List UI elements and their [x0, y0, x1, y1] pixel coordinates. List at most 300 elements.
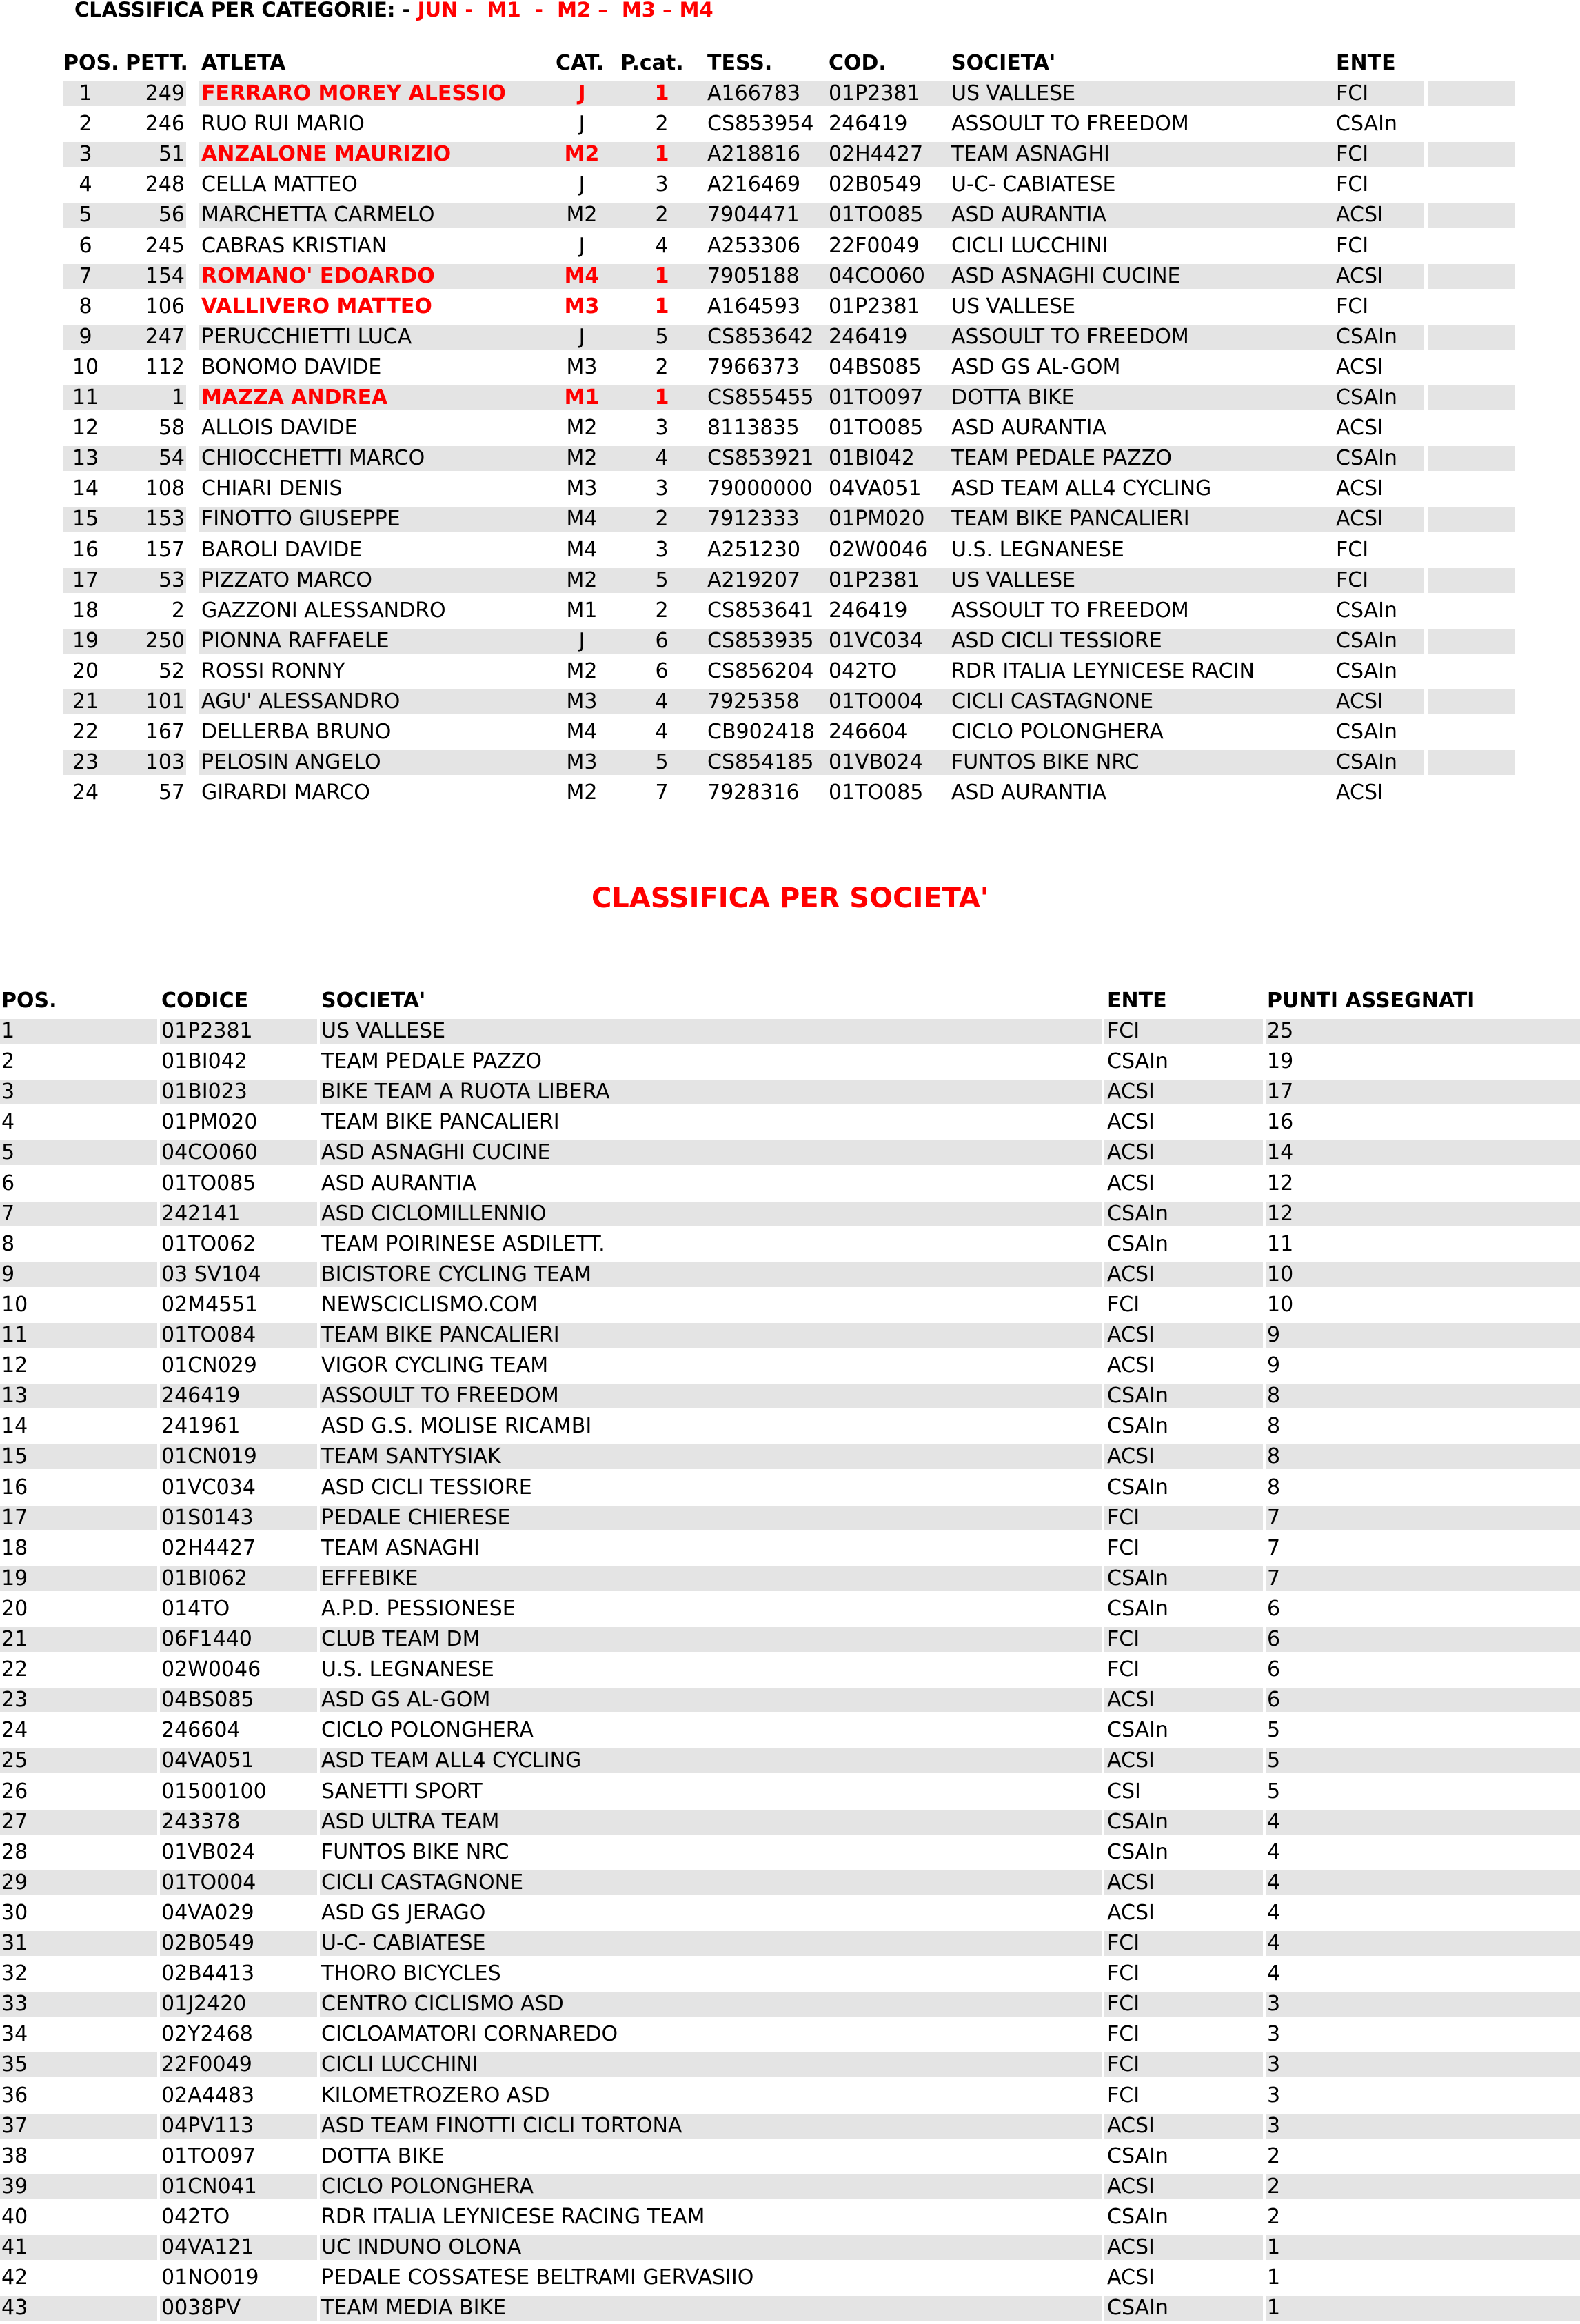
club-row	[0, 1624, 1580, 1655]
athlete-cell-pett: 1	[171, 385, 185, 410]
club-cell-pos: 15	[1, 1444, 28, 1469]
row-band	[1428, 446, 1515, 471]
athlete-cell-cat: M3	[566, 476, 598, 501]
athlete-cell-tess: 7904471	[707, 203, 800, 228]
athlete-cell-societa: CICLI LUCCHINI	[951, 233, 1108, 258]
athlete-cell-pcat: 2	[655, 598, 669, 623]
club-cell-punti: 6	[1267, 1596, 1281, 1621]
athlete-cell-atleta: CELLA MATTEO	[201, 172, 358, 197]
athlete-cell-pett: 56	[158, 203, 185, 228]
athlete-cell-societa: ASSOULT TO FREEDOM	[951, 112, 1189, 137]
athlete-cell-pcat: 3	[655, 416, 669, 441]
club-cell-ente: CSAIn	[1107, 1809, 1168, 1834]
club-cell-codice: 01J2420	[161, 1992, 247, 2017]
athlete-cell-pcat: 4	[655, 446, 669, 471]
club-cell-punti: 1	[1267, 2265, 1281, 2290]
club-cell-pos: 23	[1, 1688, 28, 1712]
club-cell-punti: 2	[1267, 2143, 1281, 2168]
athlete-cell-pcat: 1	[654, 294, 669, 319]
club-cell-codice: 04CO060	[161, 1140, 258, 1165]
club-cell-pos: 41	[1, 2235, 28, 2259]
club-cell-punti: 12	[1267, 1171, 1294, 1195]
athlete-cell-tess: 7905188	[707, 263, 800, 288]
athlete-cell-ente: CSAIn	[1336, 385, 1397, 410]
club-cell-pos: 31	[1, 1931, 28, 1955]
athlete-cell-pett: 249	[145, 81, 185, 105]
club-cell-codice: 01NO019	[161, 2265, 259, 2290]
athlete-cell-pett: 2	[171, 598, 185, 623]
athlete-cell-cat: J	[578, 172, 585, 197]
athlete-cell-ente: ACSI	[1336, 203, 1384, 228]
athlete-cell-atleta: PELOSIN ANGELO	[201, 750, 381, 775]
athlete-cell-pos: 13	[72, 446, 99, 471]
section-title: CLASSIFICA PER SOCIETA'	[591, 882, 989, 914]
athlete-cell-atleta: PIONNA RAFFAELE	[201, 628, 389, 653]
club-cell-codice: 01P2381	[161, 1019, 253, 1043]
athlete-row	[0, 261, 1580, 292]
club-row	[0, 1199, 1580, 1229]
club-cell-ente: ACSI	[1107, 2174, 1155, 2199]
athlete-row	[0, 656, 1580, 687]
club-cell-codice: 01CN041	[161, 2174, 257, 2199]
athlete-cell-tess: 7912333	[707, 507, 800, 532]
athlete-cell-pos: 6	[79, 233, 92, 258]
club-row	[0, 1138, 1580, 1168]
athlete-cell-cat: M3	[566, 750, 598, 775]
athlete-cell-ente: ACSI	[1336, 354, 1384, 379]
club-row	[0, 1959, 1580, 1989]
athlete-cell-cod: 246419	[829, 112, 908, 137]
club-cell-pos: 29	[1, 1870, 28, 1894]
club-cell-codice: 014TO	[161, 1596, 230, 1621]
club-cell-codice: 01TO085	[161, 1171, 256, 1195]
club-cell-pos: 24	[1, 1718, 28, 1743]
club-cell-societa: NEWSCICLISMO.COM	[321, 1292, 538, 1317]
club-row	[0, 1807, 1580, 1837]
athlete-cell-pos: 17	[72, 567, 99, 592]
club-cell-ente: ACSI	[1107, 1870, 1155, 1894]
club-cell-punti: 17	[1267, 1080, 1294, 1104]
club-cell-codice: 04VA051	[161, 1748, 254, 1773]
club-cell-codice: 01VC034	[161, 1475, 256, 1499]
athlete-cell-societa: US VALLESE	[951, 567, 1076, 592]
club-cell-ente: CSAIn	[1107, 2204, 1168, 2229]
club-cell-punti: 6	[1267, 1627, 1281, 1651]
club-cell-ente: ACSI	[1107, 1748, 1155, 1773]
athlete-cell-atleta: MARCHETTA CARMELO	[201, 203, 435, 228]
club-cell-codice: 042TO	[161, 2204, 230, 2229]
club-row	[0, 1655, 1580, 1685]
athlete-cell-ente: ACSI	[1336, 263, 1384, 288]
athletes-header-cat: CAT.	[556, 51, 605, 75]
club-row	[0, 1320, 1580, 1351]
club-cell-codice: 02B4413	[161, 1961, 255, 1986]
athlete-cell-pett: 247	[145, 324, 185, 349]
athlete-cell-cod: 04CO060	[829, 263, 925, 288]
club-cell-punti: 10	[1267, 1262, 1294, 1286]
athlete-cell-tess: 7928316	[707, 780, 800, 805]
row-band	[1428, 203, 1515, 228]
athlete-cell-cod: 01TO085	[829, 780, 924, 805]
club-cell-ente: FCI	[1107, 1505, 1140, 1530]
athlete-cell-cat: M2	[564, 142, 600, 167]
athlete-cell-atleta: ANZALONE MAURIZIO	[201, 142, 452, 167]
athlete-cell-ente: CSAIn	[1336, 446, 1397, 471]
club-cell-punti: 5	[1267, 1748, 1281, 1773]
athlete-cell-pos: 15	[72, 507, 99, 532]
athlete-row	[0, 292, 1580, 322]
athlete-cell-societa: US VALLESE	[951, 294, 1076, 319]
athlete-row	[0, 139, 1580, 170]
club-cell-codice: 01BI042	[161, 1049, 247, 1074]
club-cell-punti: 3	[1267, 2022, 1281, 2047]
athlete-cell-tess: CS853641	[707, 598, 814, 623]
athlete-cell-cod: 02H4427	[829, 142, 924, 167]
athlete-cell-pett: 167	[145, 720, 185, 745]
athlete-cell-tess: A218816	[707, 142, 801, 167]
club-cell-ente: FCI	[1107, 1627, 1140, 1651]
athletes-header-atleta: ATLETA	[201, 51, 286, 75]
club-cell-ente: CSAIn	[1107, 1475, 1168, 1499]
athlete-cell-societa: CICLI CASTAGNONE	[951, 689, 1154, 714]
athlete-cell-societa: ASD ASNAGHI CUCINE	[951, 263, 1181, 288]
club-cell-societa: ASD GS AL-GOM	[321, 1688, 491, 1712]
athlete-cell-pcat: 2	[655, 354, 669, 379]
club-cell-codice: 02Y2468	[161, 2022, 253, 2047]
athlete-cell-societa: DOTTA BIKE	[951, 385, 1075, 410]
athlete-cell-pett: 57	[158, 780, 185, 805]
club-cell-pos: 16	[1, 1475, 28, 1499]
athlete-cell-societa: ASD AURANTIA	[951, 203, 1106, 228]
club-cell-pos: 11	[1, 1323, 28, 1347]
athlete-cell-tess: CS853954	[707, 112, 814, 137]
athlete-cell-pos: 7	[79, 263, 92, 288]
athlete-row	[0, 778, 1580, 808]
club-cell-societa: ASD AURANTIA	[321, 1171, 476, 1195]
athlete-cell-pos: 18	[72, 598, 99, 623]
athlete-cell-atleta: VALLIVERO MATTEO	[201, 294, 432, 319]
club-cell-societa: KILOMETROZERO ASD	[321, 2083, 550, 2108]
athlete-cell-tess: CS855455	[707, 385, 814, 410]
club-cell-codice: 01TO062	[161, 1231, 256, 1256]
athletes-header-societa: SOCIETA'	[951, 51, 1056, 75]
athlete-cell-atleta: BAROLI DAVIDE	[201, 537, 363, 562]
athlete-cell-atleta: ALLOIS DAVIDE	[201, 416, 358, 441]
club-row	[0, 2081, 1580, 2111]
club-cell-societa: U-C- CABIATESE	[321, 1931, 486, 1955]
athlete-cell-pos: 11	[72, 385, 99, 410]
athlete-row	[0, 413, 1580, 443]
club-cell-societa: TEAM ASNAGHI	[321, 1535, 480, 1560]
club-cell-societa: PEDALE COSSATESE BELTRAMI GERVASIIO	[321, 2265, 754, 2290]
club-cell-ente: FCI	[1107, 1292, 1140, 1317]
club-cell-codice: 01S0143	[161, 1505, 254, 1530]
club-cell-codice: 02A4483	[161, 2083, 255, 2108]
club-cell-societa: ASD TEAM FINOTTI CICLI TORTONA	[321, 2113, 682, 2138]
athlete-cell-pos: 20	[72, 658, 99, 683]
athlete-cell-societa: TEAM PEDALE PAZZO	[951, 446, 1172, 471]
club-cell-codice: 02W0046	[161, 1657, 261, 1682]
club-row	[0, 1473, 1580, 1503]
club-cell-societa: U.S. LEGNANESE	[321, 1657, 494, 1682]
athlete-cell-pos: 24	[72, 780, 99, 805]
club-row	[0, 1746, 1580, 1776]
club-cell-pos: 4	[1, 1110, 15, 1135]
club-cell-codice: 01PM020	[161, 1110, 258, 1135]
athlete-cell-cod: 246419	[829, 598, 908, 623]
athlete-cell-societa: CICLO POLONGHERA	[951, 720, 1164, 745]
club-cell-punti: 16	[1267, 1110, 1294, 1135]
club-cell-pos: 22	[1, 1657, 28, 1682]
club-cell-punti: 25	[1267, 1019, 1294, 1043]
athlete-row	[0, 747, 1580, 778]
club-cell-societa: ASD ASNAGHI CUCINE	[321, 1140, 551, 1165]
athlete-cell-societa: US VALLESE	[951, 81, 1076, 105]
club-cell-codice: 04PV113	[161, 2113, 254, 2138]
athlete-row	[0, 474, 1580, 504]
club-cell-societa: CICLO POLONGHERA	[321, 2174, 534, 2199]
athlete-cell-societa: U-C- CABIATESE	[951, 172, 1116, 197]
athlete-cell-pcat: 6	[655, 628, 669, 653]
athlete-cell-atleta: BONOMO DAVIDE	[201, 354, 382, 379]
athlete-cell-tess: A251230	[707, 537, 801, 562]
club-row	[0, 1685, 1580, 1715]
athlete-cell-tess: CS853935	[707, 628, 814, 653]
athlete-cell-pos: 22	[72, 720, 99, 745]
club-row	[0, 1989, 1580, 2019]
club-cell-pos: 25	[1, 1748, 28, 1773]
club-cell-pos: 27	[1, 1809, 28, 1834]
categories-list: JUN - M1 - M2 – M3 – M4	[417, 0, 713, 21]
clubs-header-ente: ENTE	[1107, 989, 1167, 1013]
athlete-cell-cat: J	[578, 81, 586, 105]
athlete-cell-pos: 5	[79, 203, 92, 228]
club-cell-pos: 33	[1, 1992, 28, 2017]
club-cell-punti: 10	[1267, 1292, 1294, 1317]
club-cell-societa: ASD GS JERAGO	[321, 1900, 486, 1925]
athlete-cell-pos: 8	[79, 294, 92, 319]
athlete-cell-cat: M2	[566, 446, 598, 471]
club-cell-pos: 39	[1, 2174, 28, 2199]
club-cell-pos: 36	[1, 2083, 28, 2108]
club-cell-societa: TEAM BIKE PANCALIERI	[321, 1110, 560, 1135]
club-cell-punti: 7	[1267, 1505, 1281, 1530]
club-cell-codice: 01VB024	[161, 1839, 256, 1864]
club-row	[0, 1260, 1580, 1290]
club-cell-pos: 35	[1, 2052, 28, 2077]
athlete-row	[0, 231, 1580, 261]
club-cell-societa: ASD ULTRA TEAM	[321, 1809, 500, 1834]
club-row	[0, 2202, 1580, 2232]
categories-title-prefix: CLASSIFICA PER CATEGORIE: -	[74, 0, 418, 21]
athlete-cell-atleta: RUO RUI MARIO	[201, 112, 365, 137]
club-cell-punti: 12	[1267, 1201, 1294, 1226]
club-row	[0, 1229, 1580, 1260]
athlete-cell-cat: M2	[566, 203, 598, 228]
club-cell-pos: 17	[1, 1505, 28, 1530]
club-cell-ente: ACSI	[1107, 1688, 1155, 1712]
club-cell-ente: ACSI	[1107, 2113, 1155, 2138]
athletes-header-pos: POS.	[63, 51, 119, 75]
club-cell-pos: 28	[1, 1839, 28, 1864]
club-cell-pos: 43	[1, 2296, 28, 2321]
club-cell-societa: ASSOULT TO FREEDOM	[321, 1384, 559, 1408]
athlete-cell-cod: 01P2381	[829, 81, 920, 105]
club-row	[0, 2172, 1580, 2202]
club-cell-codice: 06F1440	[161, 1627, 252, 1651]
club-cell-pos: 20	[1, 1596, 28, 1621]
club-cell-punti: 5	[1267, 1779, 1281, 1803]
club-cell-codice: 04VA029	[161, 1900, 254, 1925]
athlete-cell-pett: 112	[145, 354, 185, 379]
athlete-cell-pcat: 5	[655, 324, 669, 349]
club-cell-ente: FCI	[1107, 1931, 1140, 1955]
club-cell-punti: 4	[1267, 1809, 1281, 1834]
club-cell-punti: 6	[1267, 1657, 1281, 1682]
club-cell-punti: 3	[1267, 2113, 1281, 2138]
athlete-cell-ente: CSAIn	[1336, 658, 1397, 683]
club-cell-pos: 13	[1, 1384, 28, 1408]
club-cell-punti: 14	[1267, 1140, 1294, 1165]
athlete-cell-pett: 248	[145, 172, 185, 197]
club-cell-punti: 4	[1267, 1870, 1281, 1894]
club-cell-societa: ASD CICLI TESSIORE	[321, 1475, 532, 1499]
club-cell-pos: 40	[1, 2204, 28, 2229]
athlete-cell-pcat: 2	[655, 203, 669, 228]
row-band	[1428, 325, 1515, 350]
club-cell-ente: CSAIn	[1107, 1596, 1168, 1621]
club-row	[0, 1047, 1580, 1077]
club-row	[0, 1898, 1580, 1928]
athlete-cell-atleta: ROMANO' EDOARDO	[201, 263, 435, 288]
club-cell-punti: 8	[1267, 1475, 1281, 1499]
athlete-cell-tess: 79000000	[707, 476, 813, 501]
club-cell-pos: 37	[1, 2113, 28, 2138]
athlete-cell-atleta: DELLERBA BRUNO	[201, 720, 392, 745]
athlete-cell-atleta: PIZZATO MARCO	[201, 567, 373, 592]
athlete-cell-cod: 01TO085	[829, 203, 924, 228]
athlete-cell-societa: FUNTOS BIKE NRC	[951, 750, 1140, 775]
club-row	[0, 1290, 1580, 1320]
athlete-cell-pos: 23	[72, 750, 99, 775]
club-cell-ente: ACSI	[1107, 1323, 1155, 1347]
athlete-cell-atleta: AGU' ALESSANDRO	[201, 689, 401, 714]
club-cell-pos: 1	[1, 1019, 15, 1043]
athlete-cell-pos: 10	[72, 354, 99, 379]
club-cell-ente: CSAIn	[1107, 1049, 1168, 1074]
athlete-row	[0, 535, 1580, 565]
club-cell-pos: 3	[1, 1080, 15, 1104]
athlete-cell-ente: FCI	[1336, 81, 1369, 105]
athlete-cell-cat: M3	[566, 354, 598, 379]
athlete-cell-pos: 9	[79, 324, 92, 349]
club-cell-ente: FCI	[1107, 2083, 1140, 2108]
athlete-cell-pett: 246	[145, 112, 185, 137]
athlete-cell-tess: 8113835	[707, 416, 800, 441]
club-cell-ente: CSAIn	[1107, 1718, 1168, 1743]
club-row	[0, 1107, 1580, 1138]
club-cell-punti: 4	[1267, 1839, 1281, 1864]
athlete-cell-pcat: 1	[654, 81, 669, 105]
athlete-row	[0, 717, 1580, 747]
athlete-cell-pcat: 1	[654, 385, 669, 410]
club-cell-ente: CSAIn	[1107, 1566, 1168, 1590]
athlete-cell-ente: CSAIn	[1336, 750, 1397, 775]
club-cell-codice: 01500100	[161, 1779, 267, 1803]
athlete-cell-cod: 04VA051	[829, 476, 922, 501]
club-cell-ente: FCI	[1107, 1535, 1140, 1560]
athlete-cell-societa: TEAM BIKE PANCALIERI	[951, 507, 1190, 532]
athlete-cell-cod: 01TO004	[829, 689, 924, 714]
athlete-cell-cod: 04BS085	[829, 354, 922, 379]
athlete-cell-cod: 042TO	[829, 658, 898, 683]
club-cell-societa: EFFEBIKE	[321, 1566, 418, 1590]
row-band	[1428, 142, 1515, 167]
club-row	[0, 1016, 1580, 1047]
athlete-cell-pcat: 1	[654, 142, 669, 167]
athlete-cell-ente: ACSI	[1336, 416, 1384, 441]
athlete-cell-pcat: 6	[655, 658, 669, 683]
club-row	[0, 2050, 1580, 2080]
club-cell-societa: CICLI CASTAGNONE	[321, 1870, 524, 1894]
athlete-cell-pos: 1	[79, 81, 92, 105]
row-band	[1428, 81, 1515, 106]
club-cell-punti: 2	[1267, 2174, 1281, 2199]
athlete-cell-ente: FCI	[1336, 142, 1369, 167]
athlete-cell-cod: 01TO097	[829, 385, 924, 410]
club-cell-societa: TEAM SANTYSIAK	[321, 1444, 501, 1469]
club-cell-ente: CSAIn	[1107, 1414, 1168, 1439]
athlete-cell-societa: ASSOULT TO FREEDOM	[951, 598, 1189, 623]
athlete-cell-pett: 103	[145, 750, 185, 775]
club-cell-codice: 04VA121	[161, 2235, 254, 2259]
club-cell-codice: 01BI062	[161, 1566, 247, 1590]
athlete-cell-cod: 01VB024	[829, 750, 923, 775]
club-cell-ente: ACSI	[1107, 2265, 1155, 2290]
athlete-cell-cat: M4	[566, 720, 598, 745]
club-cell-pos: 7	[1, 1201, 15, 1226]
club-cell-pos: 42	[1, 2265, 28, 2290]
club-cell-societa: TEAM PEDALE PAZZO	[321, 1049, 542, 1074]
club-row	[0, 1868, 1580, 1898]
athlete-cell-cat: M1	[564, 385, 600, 410]
athlete-cell-pett: 154	[145, 263, 185, 288]
club-cell-codice: 243378	[161, 1809, 241, 1834]
row-band	[1428, 385, 1515, 410]
athlete-cell-pos: 4	[79, 172, 92, 197]
club-row	[0, 1381, 1580, 1411]
clubs-header-codice: CODICE	[161, 989, 249, 1013]
athlete-cell-cat: M3	[566, 689, 598, 714]
athlete-cell-ente: FCI	[1336, 294, 1369, 319]
club-cell-societa: US VALLESE	[321, 1019, 446, 1043]
club-cell-codice: 01BI023	[161, 1080, 247, 1104]
club-cell-ente: ACSI	[1107, 2235, 1155, 2259]
athletes-header-tess: TESS.	[707, 51, 773, 75]
athlete-row	[0, 170, 1580, 200]
athlete-cell-atleta: FINOTTO GIUSEPPE	[201, 507, 401, 532]
club-cell-ente: ACSI	[1107, 1171, 1155, 1195]
club-cell-societa: PEDALE CHIERESE	[321, 1505, 511, 1530]
club-cell-ente: ACSI	[1107, 1080, 1155, 1104]
athlete-cell-cod: 01P2381	[829, 567, 920, 592]
club-row	[0, 1442, 1580, 1472]
categories-title	[74, 0, 713, 25]
club-cell-pos: 34	[1, 2022, 28, 2047]
club-row	[0, 1777, 1580, 1807]
club-cell-punti: 9	[1267, 1323, 1281, 1347]
athlete-cell-pcat: 3	[655, 476, 669, 501]
